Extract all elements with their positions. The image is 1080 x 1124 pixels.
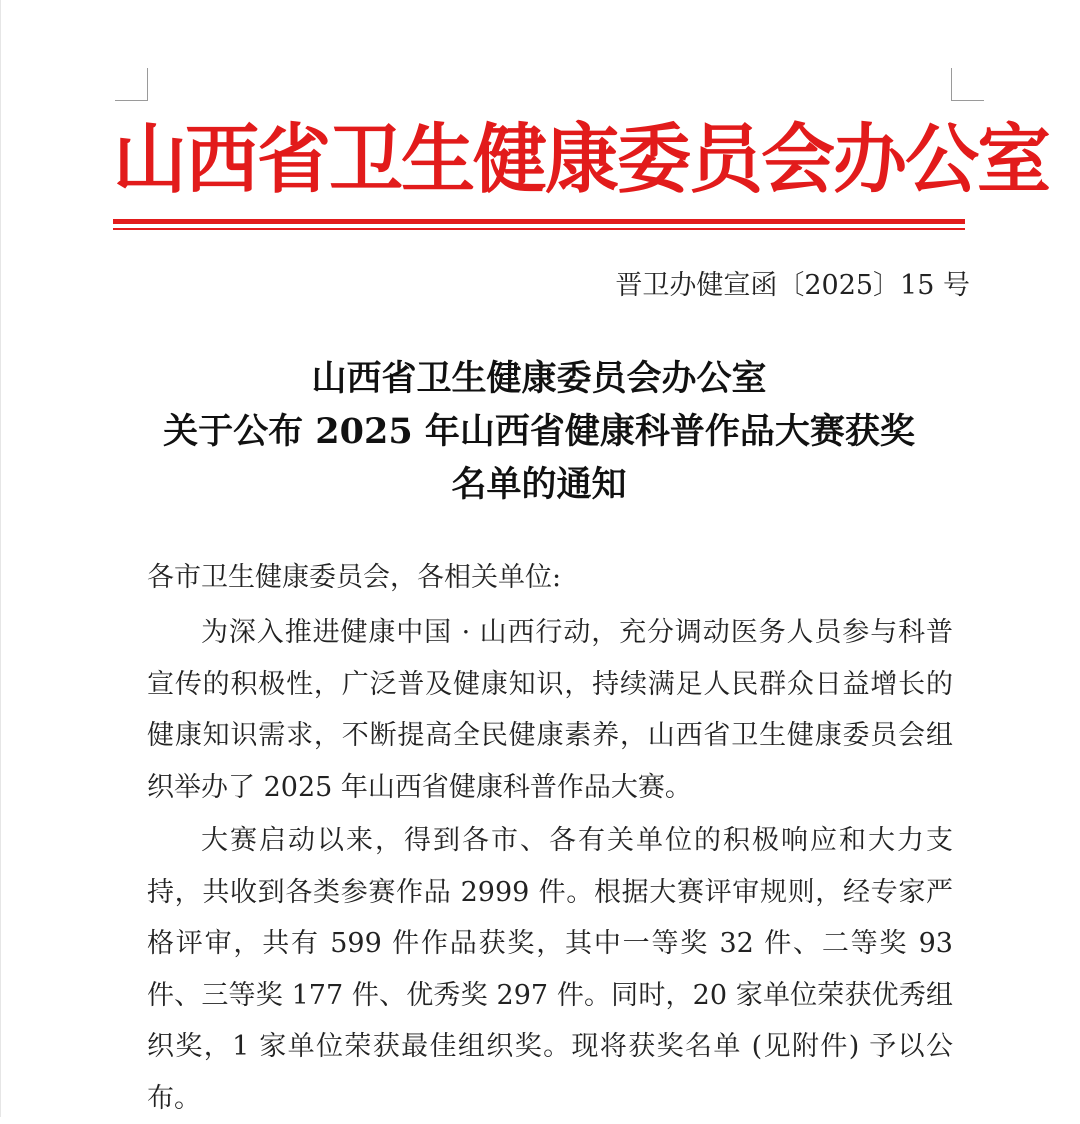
- document-body: [147, 553, 953, 1124]
- masthead-rule-thick: [113, 219, 965, 224]
- masthead-rule-thin: [113, 228, 965, 230]
- body-paragraph-2: 大赛启动以来，得到各市、各有关单位的积极响应和大力支持，共收到各类参赛作品 2999 件。根据大赛评审规则，经专家严格评审，共有 599 件作品获奖，其中一等奖 32 件、二等奖 93 件、三等奖 177 件、优秀奖 297 件。同时，20 家单位荣获优秀组织奖，1 家单位荣获最佳组织奖。现将获奖名单 (见附件) 予以公布。: [147, 825, 953, 1114]
- salutation: 各市卫生健康委员会，各相关单位:: [147, 562, 562, 593]
- title-line-1: 山西省卫生健康委员会办公室: [311, 358, 767, 399]
- title-line-3: 名单的通知: [451, 464, 627, 505]
- crop-mark-top-right: [951, 68, 984, 101]
- body-paragraph-1: 为深入推进健康中国 · 山西行动，充分调动医务人员参与科普宣传的积极性，广泛普及健康知识，持续满足人民群众日益增长的健康知识需求，不断提高全民健康素养，山西省卫生健康委员会组织举办了 2025 年山西省健康科普作品大赛。: [147, 617, 953, 803]
- crop-mark-top-left: [115, 68, 148, 101]
- document-title: [113, 352, 965, 511]
- masthead-org-name: 山西省卫生健康委员会办公室: [113, 116, 1049, 204]
- title-line-2: 关于公布 2025 年山西省健康科普作品大赛获奖: [163, 411, 915, 452]
- document-number: 晋卫办健宣函〔2025〕15 号: [615, 270, 970, 301]
